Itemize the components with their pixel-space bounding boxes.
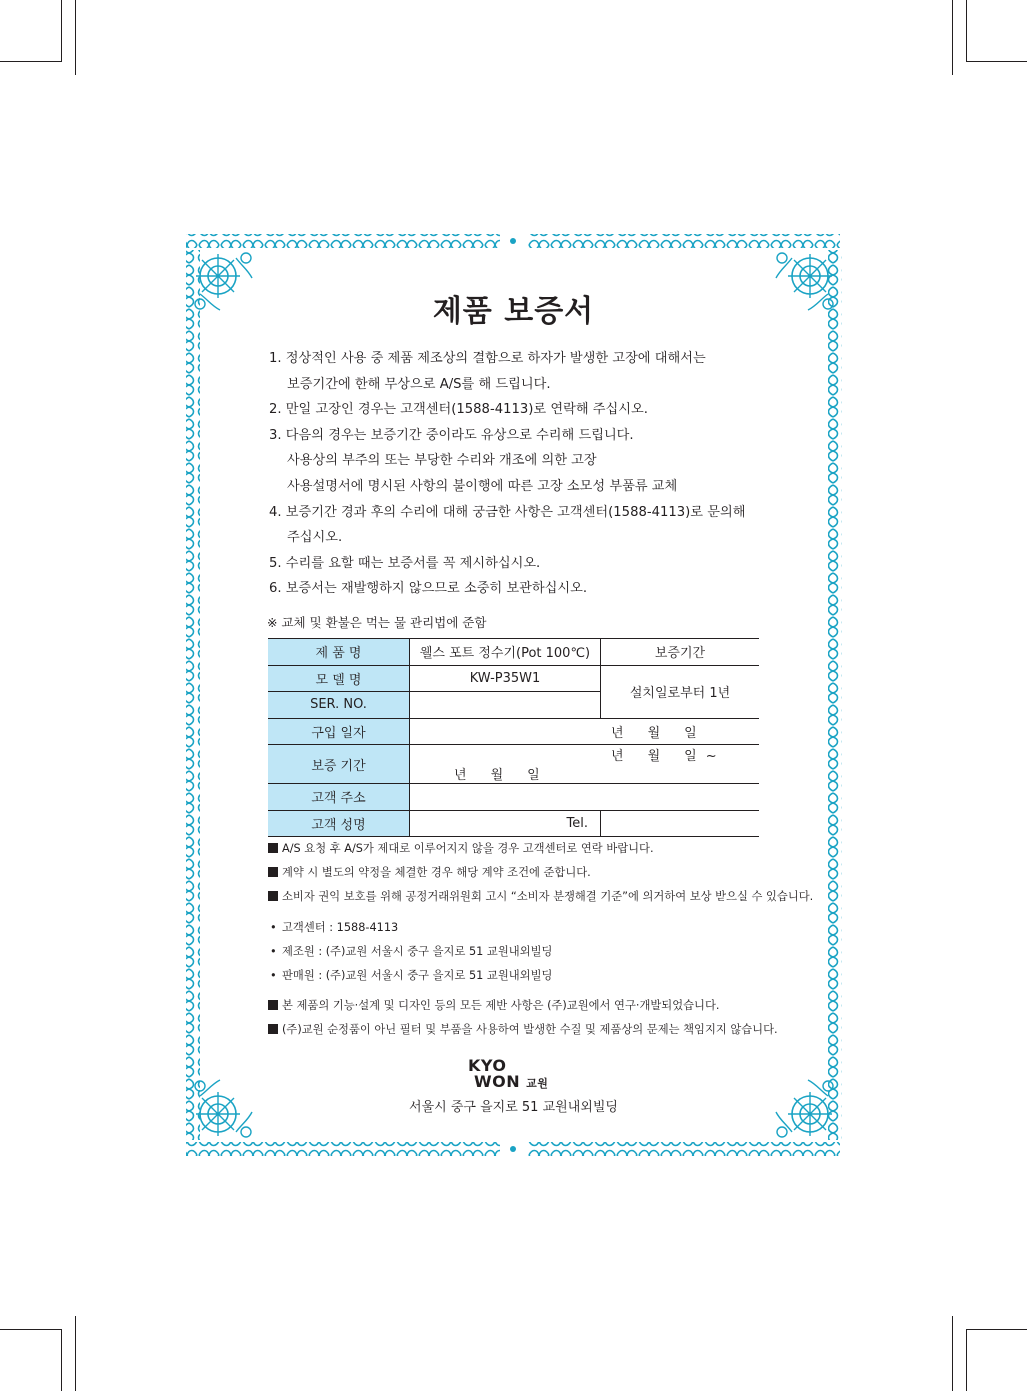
model-value: KW-P35W1 bbox=[410, 665, 601, 692]
term-item-continuation: 주십시오. bbox=[287, 530, 343, 546]
contact-item: • 고객센터 : 1588-4113 bbox=[270, 916, 552, 940]
table-row bbox=[268, 718, 759, 745]
purchase-date-label: 구입 일자 bbox=[268, 718, 410, 745]
serial-value-field[interactable] bbox=[410, 692, 601, 719]
address-label: 고객 주소 bbox=[268, 784, 410, 811]
notice-list-1 bbox=[268, 837, 813, 909]
dot-bullet-icon: • bbox=[270, 921, 277, 934]
notice-item: 계약 시 별도의 약정을 체결한 경우 해당 계약 조건에 준합니다. bbox=[268, 861, 813, 885]
table-row bbox=[268, 665, 759, 692]
model-label: 모 델 명 bbox=[268, 665, 410, 692]
square-bullet-icon bbox=[268, 1000, 278, 1010]
exchange-refund-note: ※ 교체 및 환불은 먹는 물 관리법에 준함 bbox=[267, 615, 487, 630]
table-row bbox=[268, 810, 759, 837]
contact-item: • 판매원 : (주)교원 서울시 중구 을지로 51 교원내외빌딩 bbox=[270, 964, 552, 988]
term-item: 1. 정상적인 사용 중 제품 제조상의 결함으로 하자가 발생한 고장에 대해서는 bbox=[269, 351, 706, 366]
product-name-value: 웰스 포트 정수기(Pot 100℃) bbox=[410, 639, 601, 666]
square-bullet-icon bbox=[268, 867, 278, 877]
warranty-info-table bbox=[268, 638, 759, 837]
table-row bbox=[268, 784, 759, 811]
square-bullet-icon bbox=[268, 843, 278, 853]
notice-item: 소비자 권익 보호를 위해 공정거래위원회 고시 “소비자 분쟁해결 기준”에 의거하여 보상 받으실 수 있습니다. bbox=[268, 885, 813, 909]
contact-list bbox=[270, 916, 552, 988]
tel-label: Tel. bbox=[566, 815, 588, 831]
term-item-continuation: 사용상의 부주의 또는 부당한 수리와 개조에 의한 고장 bbox=[287, 453, 597, 469]
name-label: 고객 성명 bbox=[268, 810, 410, 837]
term-item-continuation: 사용설명서에 명시된 사항의 불이행에 따른 고장 소모성 부품류 교체 bbox=[287, 478, 678, 494]
warranty-period-field[interactable]: 년 월 일 ~년 월 일 bbox=[410, 745, 760, 784]
contact-item: • 제조원 : (주)교원 서울시 중구 을지로 51 교원내외빌딩 bbox=[270, 940, 552, 964]
term-item: 6. 보증서는 재발행하지 않으므로 소중히 보관하십시오. bbox=[269, 581, 588, 597]
purchase-date-field[interactable]: 년 월 일 bbox=[410, 718, 760, 745]
warranty-terms bbox=[269, 346, 829, 602]
page-title: 제품 보증서 bbox=[432, 294, 595, 329]
table-row bbox=[268, 745, 759, 784]
term-item: 3. 다음의 경우는 보증기간 중이라도 유상으로 수리해 드립니다. bbox=[269, 427, 634, 443]
tel-field[interactable] bbox=[601, 810, 760, 837]
warranty-value: 설치일로부터 1년 bbox=[601, 665, 760, 718]
table-row bbox=[268, 639, 759, 666]
product-name-label: 제 품 명 bbox=[268, 639, 410, 666]
footer-address: 서울시 중구 을지로 51 교원내외빌딩 bbox=[409, 1100, 618, 1115]
notice-item: A/S 요청 후 A/S가 제대로 이루어지지 않을 경우 고객센터로 연락 바랍니다. bbox=[268, 837, 813, 861]
term-item: 2. 만일 고장인 경우는 고객센터(1588-4113)로 연락해 주십시오. bbox=[269, 402, 648, 418]
notice-item: (주)교원 순정품이 아닌 필터 및 부품을 사용하여 발생한 수질 및 제품상의 문제는 책임지지 않습니다. bbox=[268, 1018, 778, 1042]
notice-item: 본 제품의 기능·설계 및 디자인 등의 모든 제반 사항은 (주)교원에서 연구·개발되었습니다. bbox=[268, 994, 778, 1018]
warranty-period-label: 보증 기간 bbox=[268, 745, 410, 784]
dot-bullet-icon: • bbox=[270, 945, 277, 958]
warranty-header: 보증기간 bbox=[601, 639, 760, 666]
notice-list-2 bbox=[268, 994, 778, 1042]
address-field[interactable] bbox=[410, 784, 760, 811]
term-item: 4. 보증기간 경과 후의 수리에 대해 궁금한 사항은 고객센터(1588-4113)로 문의해 bbox=[269, 504, 746, 520]
square-bullet-icon bbox=[268, 891, 278, 901]
serial-label: SER. NO. bbox=[268, 692, 410, 719]
term-item-continuation: 보증기간에 한해 무상으로 A/S를 해 드립니다. bbox=[287, 376, 551, 392]
square-bullet-icon bbox=[268, 1024, 278, 1034]
term-item: 5. 수리를 요할 때는 보증서를 꼭 제시하십시오. bbox=[269, 555, 541, 571]
dot-bullet-icon: • bbox=[270, 969, 277, 982]
name-field[interactable] bbox=[410, 810, 601, 837]
kyowon-logo: KYO WON 교원 bbox=[468, 1056, 549, 1091]
